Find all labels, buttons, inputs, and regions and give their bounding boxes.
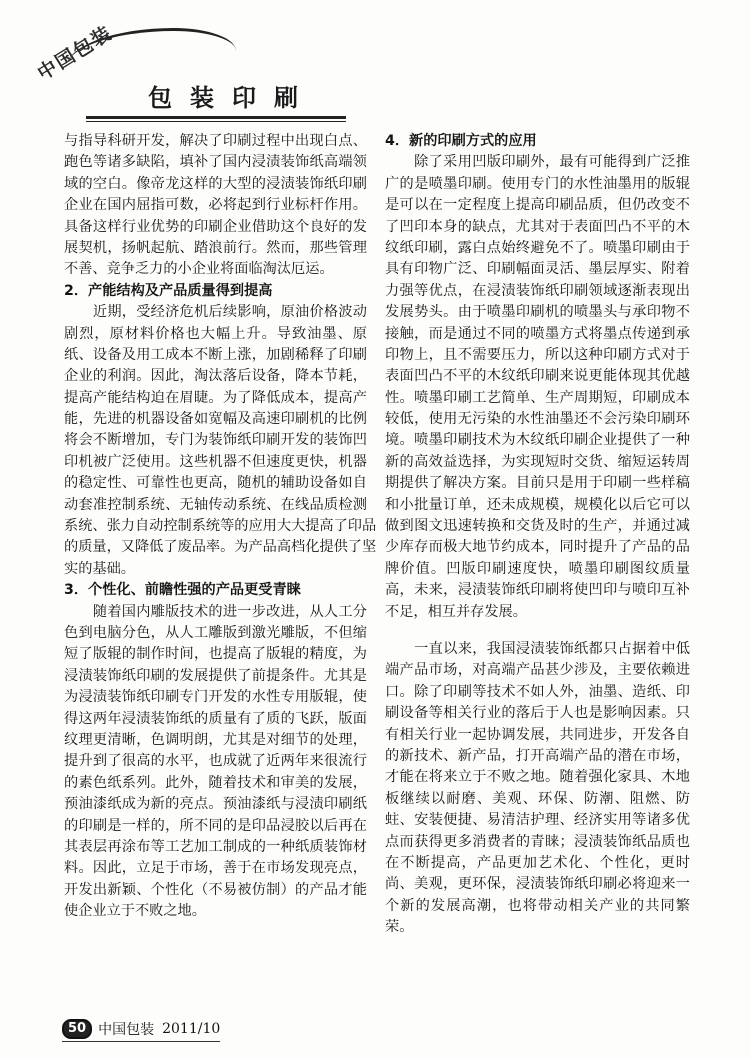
text-line: 实的基础。 — [64, 560, 135, 577]
text-line: 广的是喷墨印刷。使用专门的水性油墨用的版辊 — [385, 175, 690, 192]
text-line: 个新的发展高潮，也将带动相关产业的共同繁 — [385, 897, 690, 914]
text-line: 的稳定性、可靠性也更高，随机的辅助设备如自 — [64, 475, 367, 492]
right-column — [385, 131, 690, 938]
text-line: 一直以来，我国浸渍装饰纸都只占据着中低 — [385, 640, 690, 657]
footer-rule — [62, 1041, 220, 1042]
text-line: 剧烈，原材料价格也大幅上升。导致油墨、原 — [64, 325, 367, 342]
section-heading: 2．产能结构及产品质量得到提高 — [64, 282, 273, 299]
text-line: 近期，受经济危机后续影响，原油价格波动 — [64, 304, 367, 321]
text-line: 开发出新颖、个性化（不易被仿制）的产品才能 — [64, 881, 367, 898]
text-line: 域的空白。像帝龙这样的大型的浸渍装饰纸印刷 — [64, 175, 367, 192]
text-line: 新的高效益选择，为实现短时交货、缩短运转周 — [385, 453, 690, 470]
text-line: 料。因此，立足于市场，善于在市场发现亮点， — [64, 860, 367, 877]
text-line: 接触，而是通过不同的喷墨方式将墨点传递到承 — [385, 325, 690, 342]
text-line: 蛀、安装便捷、易清洁护理、经济实用等诸多优 — [385, 812, 690, 829]
magazine-logo: 中国包装 — [33, 21, 117, 85]
footer-magazine-name: 中国包装 — [98, 1022, 155, 1038]
text-line: 预油漆纸成为新的亮点。预油漆纸与浸渍印刷纸 — [64, 796, 367, 813]
text-line: 能，先进的机器设备如宽幅及高速印刷机的比例 — [64, 411, 367, 428]
text-line: 是可以在一定程度上提高印刷品质，但仍改变不 — [385, 197, 690, 214]
text-line: 与指导科研开发，解决了印刷过程中出现白点、 — [64, 133, 367, 149]
text-line: 动套准控制系统、无轴传动系统、在线品质检测 — [64, 496, 367, 513]
section-heading: 4．新的印刷方式的应用 — [385, 133, 537, 149]
text-line: 短了版辊的制作时间，也提高了版辊的精度，为 — [64, 646, 367, 663]
text-line: 了凹印本身的缺点，尤其对于表面凹凸不平的木 — [385, 218, 690, 235]
header-rule — [86, 116, 346, 119]
left-column — [64, 131, 377, 922]
footer-issue: 2011/10 — [162, 1021, 221, 1037]
text-line: 企业在国内屈指可数，必将起到行业标杆作用。 — [64, 197, 367, 214]
text-line: 力强等优点，在浸渍装饰纸印刷领域逐渐表现出 — [385, 282, 690, 299]
text-line: 色到电脑分色，从人工雕版到激光雕版，不但缩 — [64, 624, 367, 641]
text-line: 纸、设备及用工成本不断上涨，加剧稀释了印刷 — [64, 346, 367, 363]
text-line: 口。除了印刷等技术不如人外，油墨、造纸、印 — [385, 683, 690, 700]
text-line: 板继续以耐磨、美观、环保、防潮、阻燃、防 — [385, 790, 690, 807]
text-line: 的印刷是一样的，所不同的是印品浸胶以后再在 — [64, 817, 367, 834]
text-line: 得这两年浸渍装饰纸的质量有了质的飞跃，版面 — [64, 710, 367, 727]
text-line: 的新技术、新产品，打开高端产品的潜在市场， — [385, 747, 690, 764]
text-line: 跑色等诸多缺陷，填补了国内浸渍装饰纸高端领 — [64, 154, 367, 171]
page-footer — [62, 1017, 220, 1041]
text-line: 随着国内雕版技术的进一步改进，从人工分 — [64, 603, 367, 620]
text-line: 尚、美观，更环保，浸渍装饰纸印刷必将迎来一 — [385, 876, 690, 893]
text-line: 在不断提高，产品更加艺术化、个性化，更时 — [385, 854, 690, 871]
text-line: 和小批量订单，还未成规模，规模化以后它可以 — [385, 496, 690, 513]
text-line: 刷设备等相关行业的落后于人也是影响因素。只 — [385, 705, 690, 722]
text-line: 提升到了很高的水平，也成就了近两年来很流行 — [64, 753, 367, 770]
text-line: 做到图文迅速转换和交货及时的生产，并通过减 — [385, 518, 690, 535]
text-line: 将会不断增加，专门为装饰纸印刷开发的装饰凹 — [64, 432, 367, 449]
text-line: 其表层再涂布等工艺加工制成的一种纸质装饰材 — [64, 838, 367, 855]
section-heading: 3．个性化、前瞻性强的产品更受青睐 — [64, 582, 301, 599]
text-line: 有相关行业一起协调发展，共同进步，开发各自 — [385, 726, 690, 743]
text-line: 不善、竞争乏力的小企业将面临淘汰厄运。 — [64, 261, 334, 278]
text-line: 系统、张力自动控制系统等的应用大大提高了印品 — [64, 518, 377, 535]
text-line: 不足，相互并存发展。 — [385, 603, 527, 620]
text-line: 展契机，扬帆起航、踏浪前行。然而，那些管理 — [64, 239, 367, 256]
text-line: 点而获得更多消费者的青睐；浸渍装饰纸品质也 — [385, 833, 690, 850]
text-line: 纹纸印刷，露白点始终避免不了。喷墨印刷由于 — [385, 239, 690, 256]
text-line: 的素色纸系列。此外，随着技术和审美的发展， — [64, 774, 367, 791]
text-line: 表面凹凸不平的木纹纸印刷来说更能体现其优越 — [385, 368, 690, 385]
text-line: 为浸渍装饰纸印刷专门开发的水性专用版辊，使 — [64, 689, 367, 706]
text-line: 具有印物广泛、印刷幅面灵活、墨层厚实、附着 — [385, 261, 690, 278]
text-line: 性。喷墨印刷工艺简单、生产周期短，印刷成本 — [385, 389, 690, 406]
page-number: 50 — [62, 1019, 92, 1039]
text-line: 高，未来，浸渍装饰纸印刷将使凹印与喷印互补 — [385, 582, 690, 599]
text-line: 企业的利润。因此，淘汰落后设备，降本节耗， — [64, 368, 367, 385]
text-line: 少库存而极大地节约成本，同时提升了产品的品 — [385, 539, 690, 556]
text-line: 荣。 — [385, 919, 414, 936]
text-line: 印物上，且不需要压力，所以这种印刷方式对于 — [385, 346, 690, 363]
text-line: 提高产能结构迫在眉睫。为了降低成本，提高产 — [64, 389, 367, 406]
text-line: 发展势头。由于喷墨印刷机的喷墨头与承印物不 — [385, 304, 690, 321]
text-line: 浸渍装饰纸印刷的发展提供了前提条件。尤其是 — [64, 667, 367, 684]
text-line: 除了采用凹版印刷外，最有可能得到广泛推 — [385, 154, 690, 171]
text-line: 具备这样行业优势的印刷企业借助这个良好的发 — [64, 218, 367, 235]
header-rule-thin — [86, 121, 346, 122]
text-line: 印机被广泛使用。这些机器不但速度更快，机器 — [64, 453, 367, 470]
paragraph-gap — [385, 623, 690, 639]
section-title: 包装印刷 — [148, 84, 316, 112]
page-header — [33, 21, 362, 126]
text-line: 才能在将来立于不败之地。随着强化家具、木地 — [385, 769, 690, 786]
text-line: 较低，使用无污染的水性油墨还不会污染印刷环 — [385, 411, 690, 428]
text-line: 使企业立于不败之地。 — [64, 903, 206, 920]
text-line: 期提供了解决方案。目前只是用于印刷一些样稿 — [385, 475, 690, 492]
text-line: 境。喷墨印刷技术为木纹纸印刷企业提供了一种 — [385, 432, 690, 449]
text-line: 牌价值。凹版印刷速度快，喷墨印刷图纹质量 — [385, 560, 690, 577]
text-line: 端产品市场，对高端产品甚少涉及，主要依赖进 — [385, 662, 690, 679]
text-line: 的质量，又降低了废品率。为产品高档化提供了坚 — [64, 539, 377, 556]
text-line: 纹理更清晰，色调明朗，尤其是对细节的处理， — [64, 731, 367, 748]
